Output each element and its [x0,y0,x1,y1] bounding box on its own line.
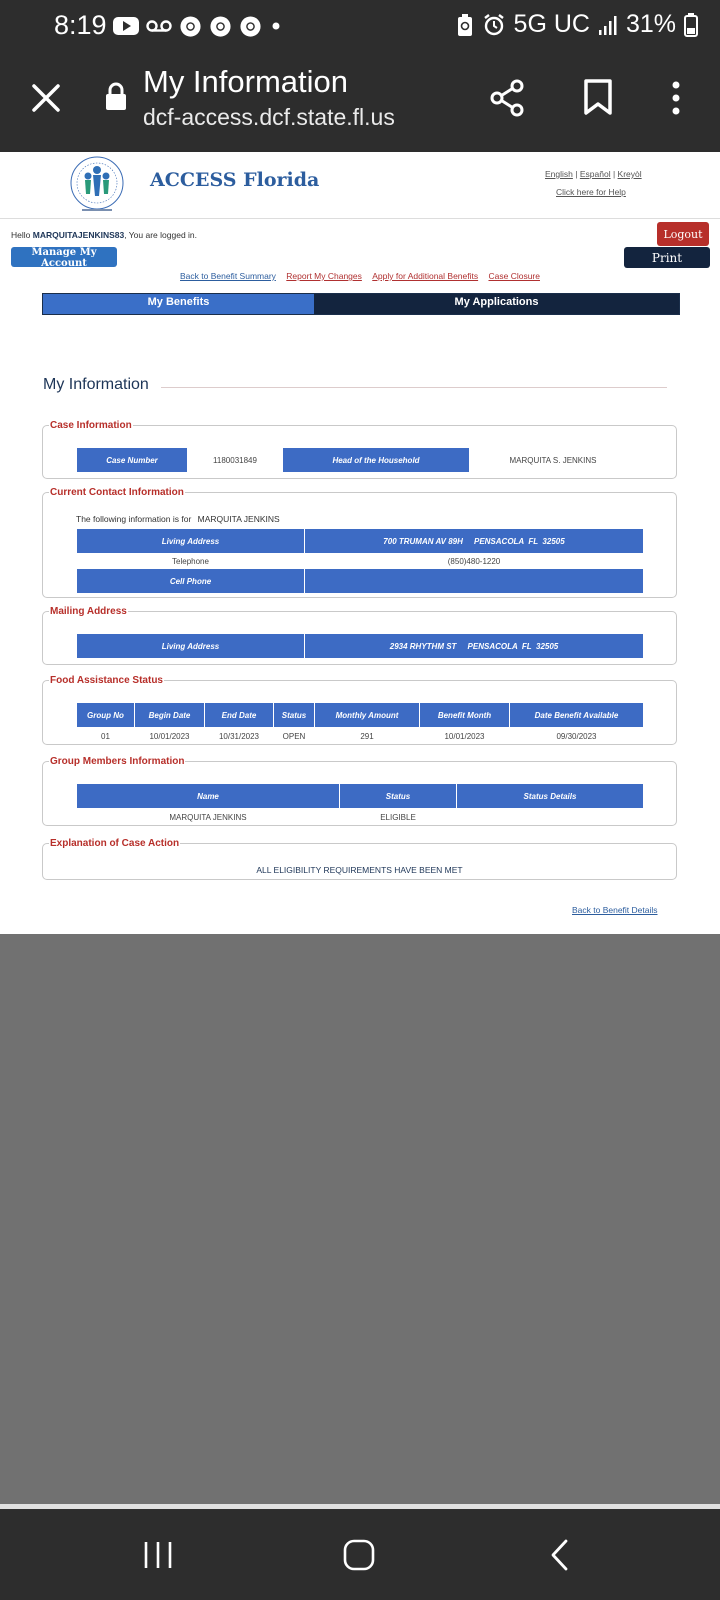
table-cell: 10/01/2023 [149,731,190,741]
food-assistance-table [76,702,644,744]
column-header: Status Details [457,784,644,809]
contact-note-label: The following information is for [76,514,192,524]
table-cell: ELIGIBLE [380,812,416,822]
notification-icons [113,13,283,39]
cell-phone-label: Cell Phone [77,569,305,594]
battery-icon [684,13,698,37]
contact-table [76,528,644,594]
greeting-logged-in: , You are logged in. [124,230,198,240]
case-action-text: ALL ELIGIBILITY REQUIREMENTS HAVE BEEN MET [256,865,463,875]
greeting-username: MARQUITAJENKINS83 [32,230,125,240]
status-time: 8:19 [54,10,107,40]
lang-english-link[interactable]: English [545,169,573,179]
back-to-benefit-details-link[interactable]: Back to Benefit Details [572,905,658,915]
bookmark-icon[interactable] [583,78,613,116]
print-button[interactable]: Print [624,247,710,268]
contact-note [76,514,280,524]
more-options-icon[interactable] [668,78,684,118]
mailing-address-value: 2934 RHYTHM ST PENSACOLA FL 32505 [305,634,644,659]
site-header [0,152,720,219]
custom-tab-toolbar [0,52,720,152]
close-icon[interactable] [28,80,64,116]
head-of-household-value: MARQUITA S. JENKINS [509,455,597,465]
mailing-address-label: Living Address [77,634,305,659]
table-cell: OPEN [282,731,306,741]
table-cell: 10/01/2023 [444,731,485,741]
section-divider [161,387,667,388]
living-address-label: Living Address [77,529,305,554]
table-row [77,448,637,473]
group-members-legend: Group Members Information [50,756,185,767]
mailing-address-table [76,633,644,659]
greeting-hello: Hello [11,230,31,240]
share-icon[interactable] [489,78,527,118]
column-header: Date Benefit Available [510,703,644,728]
chrome-icon [209,15,232,38]
column-header: Benefit Month [420,703,510,728]
dot-icon [269,19,283,33]
case-information-table [76,447,636,473]
food-assistance-panel [42,675,677,745]
tab-my-benefits[interactable]: My Benefits [43,294,314,314]
living-address-value: 700 TRUMAN AV 89H PENSACOLA FL 32505 [305,529,644,554]
table-cell: 09/30/2023 [556,731,597,741]
battery-percent: 31% [625,10,676,38]
table-cell: 01 [101,731,110,741]
back-icon[interactable] [548,1538,572,1572]
empty-page-area [0,934,720,1504]
table-row [77,529,644,554]
table-cell: 291 [360,731,374,741]
chrome-icon [239,15,262,38]
recent-apps-icon[interactable] [143,1539,173,1571]
contact-information-panel [42,487,677,598]
telephone-value: (850)480-1220 [447,556,501,566]
help-link[interactable]: Click here for Help [556,187,626,197]
status-bar [0,0,720,52]
web-page [0,152,720,934]
language-links [545,169,642,179]
column-header: Status [274,703,315,728]
column-header: End Date [205,703,274,728]
group-members-panel [42,756,677,826]
logout-button[interactable]: Logout [657,222,709,246]
table-cell: 10/31/2023 [218,731,260,741]
case-closure-link[interactable]: Case Closure [488,271,540,281]
benefit-tabs [42,293,680,315]
table-header-row [77,703,644,728]
system-navigation-bar [0,1504,720,1600]
apply-additional-benefits-link[interactable]: Apply for Additional Benefits [372,271,479,281]
column-header: Status [340,784,457,809]
network-label: 5G UC [513,10,590,38]
table-header-row [77,784,644,809]
group-members-table [76,783,644,825]
table-row [77,569,644,594]
food-assistance-legend: Food Assistance Status [50,675,163,686]
cell-phone-value [305,569,644,594]
column-header: Begin Date [135,703,205,728]
head-of-household-label: Head of the Household [283,448,470,473]
site-brand[interactable]: ACCESS Florida [150,169,320,191]
mailing-address-panel [42,606,677,665]
table-row [77,728,644,745]
table-row [77,634,644,659]
alarm-icon [482,13,506,37]
mailing-address-legend: Mailing Address [50,606,127,617]
page-title: My Information [143,64,349,99]
lang-separator: | [612,169,616,179]
table-cell [457,809,644,826]
tab-my-applications[interactable]: My Applications [314,294,679,314]
section-title: My Information [43,376,149,393]
dcf-seal-logo[interactable] [66,154,128,216]
status-right [456,10,698,39]
telephone-label: Telephone [172,556,209,566]
voicemail-icon [146,19,172,33]
lock-icon[interactable] [104,82,128,112]
greeting [11,230,197,240]
case-number-label: Case Number [77,448,188,473]
case-action-panel [42,838,677,880]
youtube-icon [113,16,139,36]
lang-kreyol-link[interactable]: Kreyòl [617,169,642,179]
case-information-legend: Case Information [50,420,132,431]
signal-icon [598,14,618,36]
table-row [77,809,644,826]
table-cell: MARQUITA JENKINS [169,812,247,822]
chrome-icon [179,15,202,38]
benefit-nav-links [0,271,720,281]
case-number-value: 1180031849 [213,455,257,465]
table-row [77,554,644,569]
case-action-legend: Explanation of Case Action [50,838,180,849]
home-icon[interactable] [342,1538,376,1572]
column-header: Name [77,784,340,809]
report-my-changes-link[interactable]: Report My Changes [286,271,362,281]
page-url[interactable]: dcf-access.dcf.state.fl.us [143,104,395,130]
column-header: Group No [77,703,135,728]
contact-information-legend: Current Contact Information [50,487,184,498]
manage-account-button[interactable]: Manage My Account [11,247,117,267]
lang-separator: | [575,169,578,179]
case-information-panel [42,420,677,479]
contact-note-name: MARQUITA JENKINS [197,514,280,524]
lang-espanol-link[interactable]: Español [579,169,611,179]
column-header: Monthly Amount [315,703,420,728]
back-to-benefit-summary-link[interactable]: Back to Benefit Summary [180,271,276,281]
recycle-icon [456,13,474,37]
